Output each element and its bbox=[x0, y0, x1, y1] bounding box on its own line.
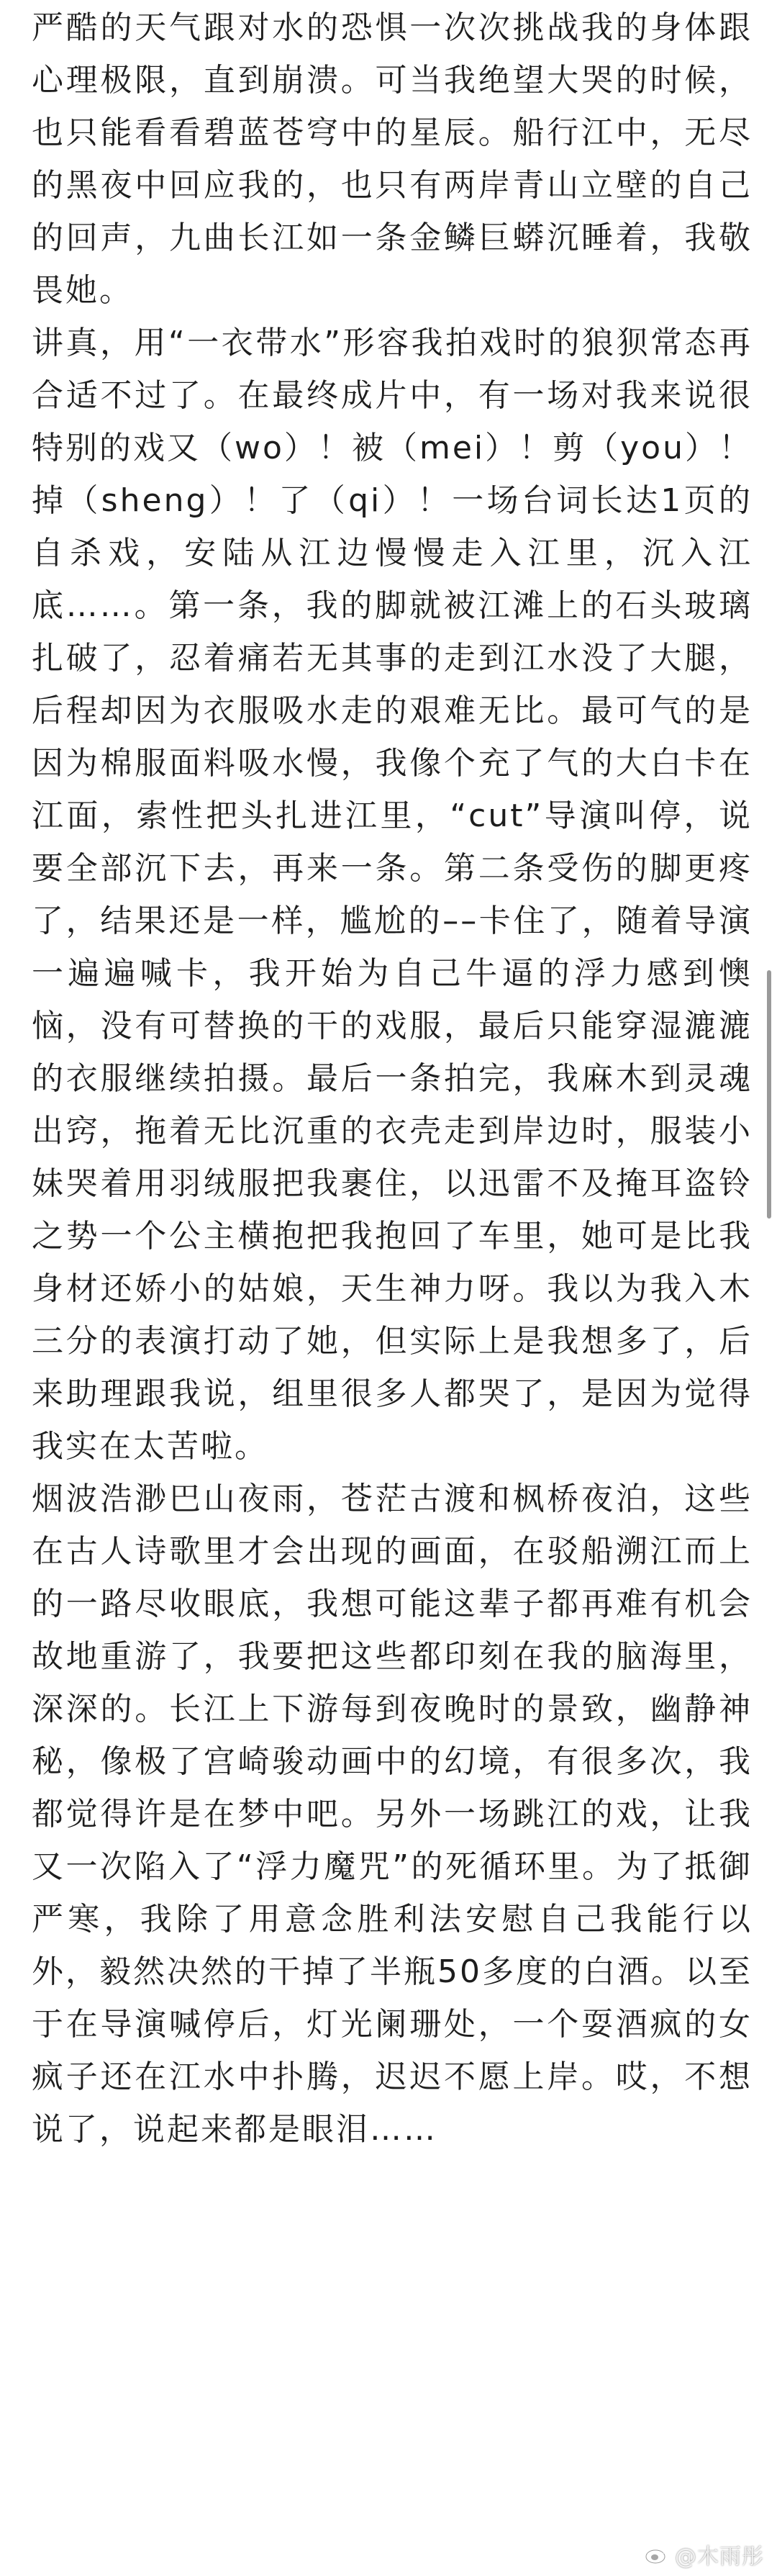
article-body bbox=[32, 1, 753, 2156]
watermark bbox=[645, 2539, 764, 2570]
paragraph-2: 讲真，用“一衣带水”形容我拍戏时的狼狈常态再合适不过了。在最终成片中，有一场对我来说很特别的戏又（wo）！被（mei）！剪（you）！掉（sheng）！了（qi）！一场台词长达1页的自杀戏，安陆从江边慢慢走入江里，沉入江底……。第一条，我的脚就被江滩上的石头玻璃扎破了，忍着痛若无其事的走到江水没了大腿，后程却因为衣服吸水走的艰难无比。最可气的是因为棉服面料吸水慢，我像个充了气的大白卡在江面，索性把头扎进江里，“cut”导演叫停，说要全部沉下去，再来一条。第二条受伤的脚更疼了，结果还是一样，尴尬的––卡住了，随着导演一遍遍喊卡，我开始为自己牛逼的浮力感到懊恼，没有可替换的干的戏服，最后只能穿湿漉漉的衣服继续拍摄。最后一条拍完，我麻木到灵魂出窍，拖着无比沉重的衣壳走到岸边时，服装小妹哭着用羽绒服把我裹住，以迅雷不及掩耳盗铃之势一个公主横抱把我抱回了车里，她可是比我身材还娇小的姑娘，天生神力呀。我以为我入木三分的表演打动了她，但实际上是我想多了，后来助理跟我说，组里很多人都哭了，是因为觉得我实在太苦啦。 bbox=[32, 325, 753, 1465]
paragraph-1: 严酷的天气跟对水的恐惧一次次挑战我的身体跟心理极限，直到崩溃。可当我绝望大哭的时候，也只能看看碧蓝苍穹中的星辰。船行江中，无尽的黑夜中回应我的，也只有两岸青山立壁的自己的回声，九曲长江如一条金鳞巨蟒沉睡着，我敬畏她。 bbox=[32, 9, 753, 309]
watermark-text: @木雨彤 bbox=[675, 2544, 764, 2570]
paragraph-3: 烟波浩渺巴山夜雨，苍茫古渡和枫桥夜泊，这些在古人诗歌里才会出现的画面，在驳船溯江而上的一路尽收眼底，我想可能这辈子都再难有机会故地重游了，我要把这些都印刻在我的脑海里，深深的。长江上下游每到夜晚时的景致，幽静神秘，像极了宫崎骏动画中的幻境，有很多次，我都觉得许是在梦中吧。另外一场跳江的戏，让我又一次陷入了“浮力魔咒”的死循环里。为了抵御严寒，我除了用意念胜利法安慰自己我能行以外，毅然决然的干掉了半瓶50多度的白酒。以至于在导演喊停后，灯光阑珊处，一个耍酒疯的女疯子还在江水中扑腾，迟迟不愿上岸。哎，不想说了，说起来都是眼泪…… bbox=[32, 1481, 753, 2148]
scrollbar[interactable] bbox=[767, 970, 771, 1219]
weibo-icon bbox=[645, 2544, 669, 2564]
